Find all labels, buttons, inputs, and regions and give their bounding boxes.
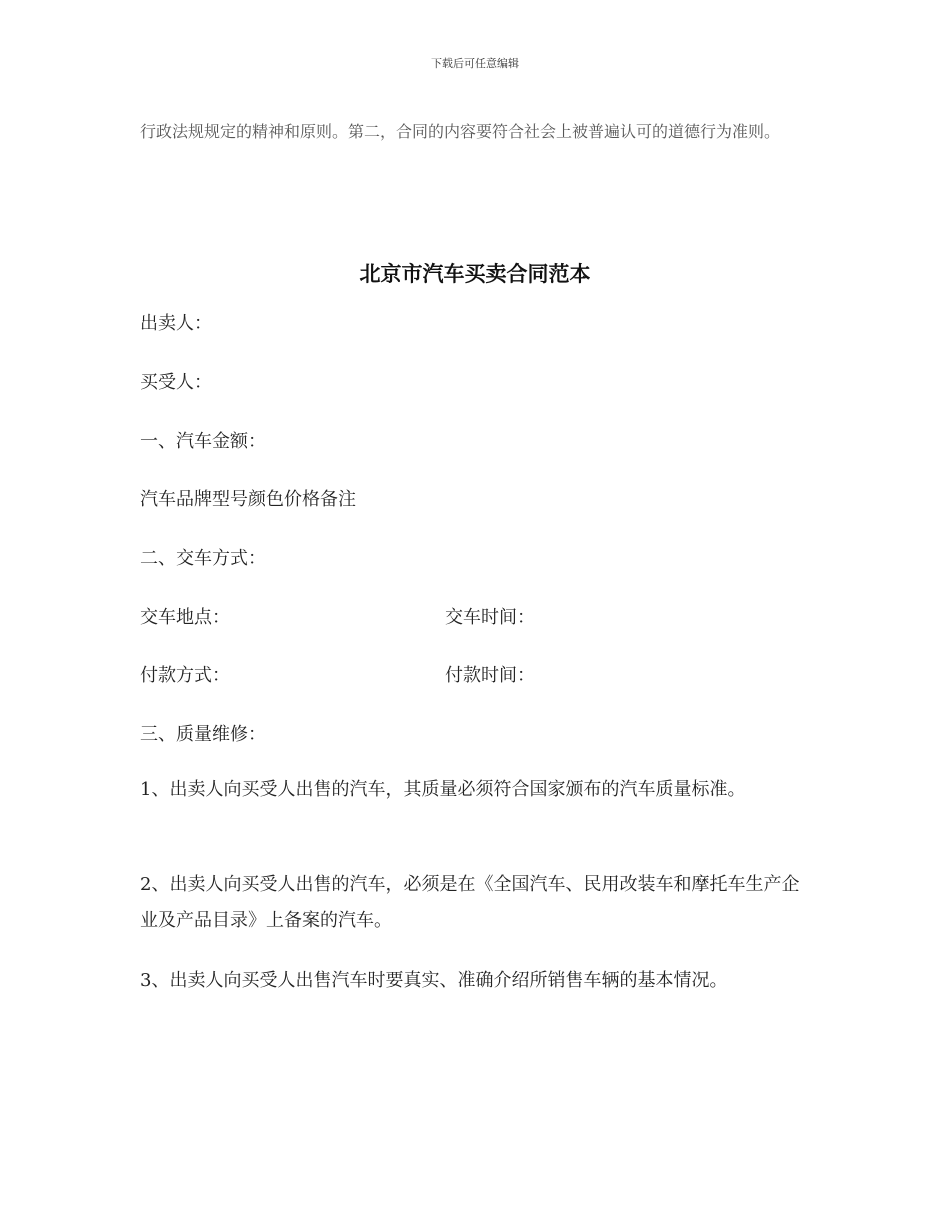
payment-method-field: 付款方式：: [140, 665, 230, 686]
delivery-place-field: 交车地点：: [140, 607, 230, 628]
quality-clause-1: 1、出卖人向买受人出售的汽车，其质量必须符合国家颁布的汽车质量标准。: [140, 779, 746, 800]
buyer-field: 买受人：: [140, 372, 212, 393]
price-table-columns: 汽车品牌型号颜色价格备注: [140, 489, 356, 510]
page-header: 下载后可任意编辑: [431, 57, 519, 70]
delivery-time-field: 交车时间：: [445, 607, 535, 628]
seller-field: 出卖人：: [140, 313, 212, 334]
document-title: 北京市汽车买卖合同范本: [359, 262, 591, 286]
section-2-heading: 二、交车方式：: [140, 548, 266, 569]
quality-clause-2: 2、出卖人向买受人出售的汽车，必须是在《全国汽车、民用改装车和摩托车生产企业及产品目录》上备案的汽车。: [140, 874, 800, 931]
payment-time-field: 付款时间：: [445, 665, 535, 686]
quality-clause-3: 3、出卖人向买受人出售汽车时要真实、准确介绍所销售车辆的基本情况。: [140, 970, 728, 991]
intro-block: [140, 117, 810, 146]
intro-paragraph: 行政法规规定的精神和原则。第二，合同的内容要符合社会上被普遍认可的道德行为准则。: [140, 122, 781, 141]
section-1-heading: 一、汽车金额：: [140, 431, 266, 452]
section-3-heading: 三、质量维修：: [140, 724, 266, 745]
